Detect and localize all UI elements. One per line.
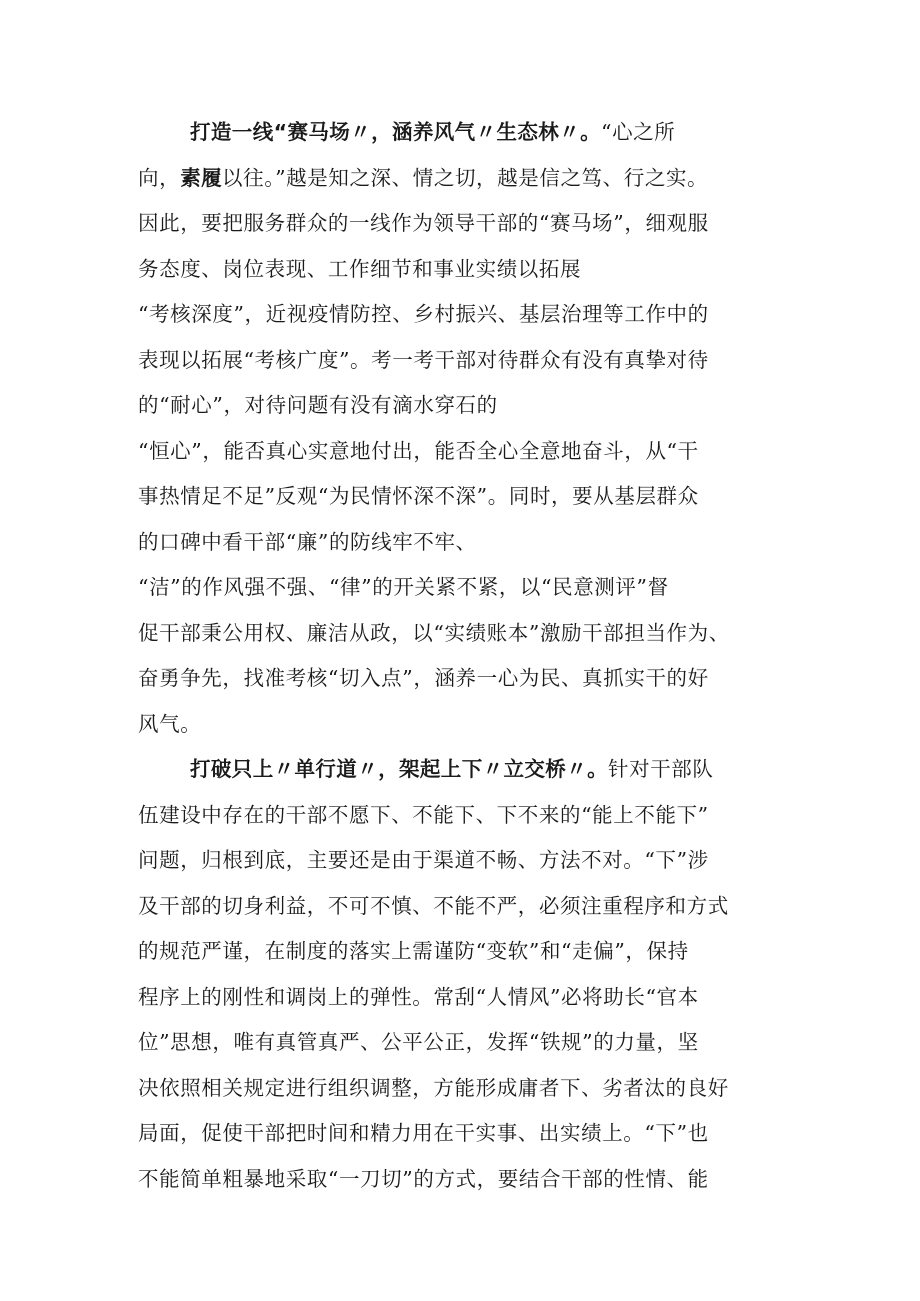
paragraph2-line-1 bbox=[190, 755, 714, 783]
text-run: “心之所 bbox=[600, 120, 676, 144]
text-run: 问题，归根到底，主要还是由于渠道不畅、方法不对。“下”涉 bbox=[138, 848, 709, 872]
paragraph1-line-10 bbox=[138, 528, 477, 556]
text-run: 风气。 bbox=[138, 712, 202, 736]
text-run: 务态度、岗位表现、工作细节和事业实绩以拓展 bbox=[138, 257, 582, 281]
text-run: 向， bbox=[138, 166, 181, 190]
text-run: 的规范严谨，在制度的落实上需谨防“变软”和“走偏”，保持 bbox=[138, 939, 689, 963]
paragraph2-line-4 bbox=[138, 892, 729, 920]
paragraph2-line-3 bbox=[138, 846, 709, 874]
paragraph1-line-2 bbox=[138, 164, 708, 192]
paragraph1-line-4 bbox=[138, 255, 581, 283]
text-run: 的口碑中看干部“廉”的防线牢不牢、 bbox=[138, 530, 477, 554]
text-run: 针对干部队 bbox=[608, 757, 714, 781]
text-run: 促干部秉公用权、廉洁从政，以“实绩账本”激励干部担当作为、 bbox=[138, 621, 730, 645]
paragraph1-line-12 bbox=[138, 619, 730, 647]
text-run: 事热情足不足”反观“为民情怀深不深”。同时，要从基层群众 bbox=[138, 484, 699, 508]
paragraph1-line-14 bbox=[138, 710, 201, 738]
emphasis-text: 素履 bbox=[180, 166, 223, 190]
text-run: 不能简单粗暴地采取“一刀切”的方式，要结合干部的性情、能 bbox=[138, 1167, 709, 1191]
text-run: 以往。”越是知之深、情之切，越是信之笃、行之实。 bbox=[222, 166, 709, 190]
paragraph2-line-5 bbox=[138, 937, 689, 965]
paragraph2-line-2 bbox=[138, 801, 709, 829]
paragraph1-line-9 bbox=[138, 482, 699, 510]
paragraph1-line-8 bbox=[138, 437, 699, 465]
paragraph2-line-7 bbox=[138, 1028, 699, 1056]
paragraph2-line-6 bbox=[138, 983, 699, 1011]
paragraph1-line-13 bbox=[138, 664, 709, 692]
text-run: “恒心”，能否真心实意地付出，能否全心全意地奋斗，从“干 bbox=[138, 439, 699, 463]
paragraph2-heading: 打破只上〃单行道〃，架起上下〃立交桥〃。 bbox=[190, 757, 608, 781]
text-run: 因此，要把服务群众的一线作为领导干部的“赛马场”，细观服 bbox=[138, 211, 709, 235]
text-run: 局面，促使干部把时间和精力用在干实事、出实绩上。“下”也 bbox=[138, 1121, 709, 1145]
paragraph1-line-1 bbox=[190, 118, 675, 146]
text-run: 伍建设中存在的干部不愿下、不能下、下不来的“能上不能下” bbox=[138, 803, 709, 827]
paragraph2-line-8 bbox=[138, 1074, 729, 1102]
paragraph2-line-9 bbox=[138, 1119, 709, 1147]
paragraph2-line-10 bbox=[138, 1165, 709, 1193]
paragraph1-line-7 bbox=[138, 391, 498, 419]
text-run: 程序上的刚性和调岗上的弹性。常刮“人情风”必将助长“官本 bbox=[138, 985, 699, 1009]
text-run: 奋勇争先，找准考核“切入点”，涵养一心为民、真抓实干的好 bbox=[138, 666, 709, 690]
paragraph1-line-6 bbox=[138, 346, 709, 374]
text-run: 及干部的切身利益，不可不慎、不能不严，必须注重程序和方式 bbox=[138, 894, 729, 918]
paragraph1-line-3 bbox=[138, 209, 709, 237]
paragraph1-line-11 bbox=[138, 573, 669, 601]
text-run: 表现以拓展“考核广度”。考一考干部对待群众有没有真挚对待 bbox=[138, 348, 709, 372]
paragraph1-heading: 打造一线“赛马场〃，涵养风气〃生态林〃。 bbox=[190, 120, 601, 144]
text-run: 决依照相关规定进行组织调整，方能形成庸者下、劣者汰的良好 bbox=[138, 1076, 729, 1100]
text-run: 位”思想，唯有真管真严、公平公正，发挥“铁规”的力量，坚 bbox=[138, 1030, 699, 1054]
text-run: “洁”的作风强不强、“律”的开关紧不紧，以“民意测评”督 bbox=[138, 575, 669, 599]
text-run: 的“耐心”，对待问题有没有滴水穿石的 bbox=[138, 393, 498, 417]
paragraph1-line-5 bbox=[138, 300, 709, 328]
text-run: “考核深度”，近视疫情防控、乡村振兴、基层治理等工作中的 bbox=[138, 302, 709, 326]
